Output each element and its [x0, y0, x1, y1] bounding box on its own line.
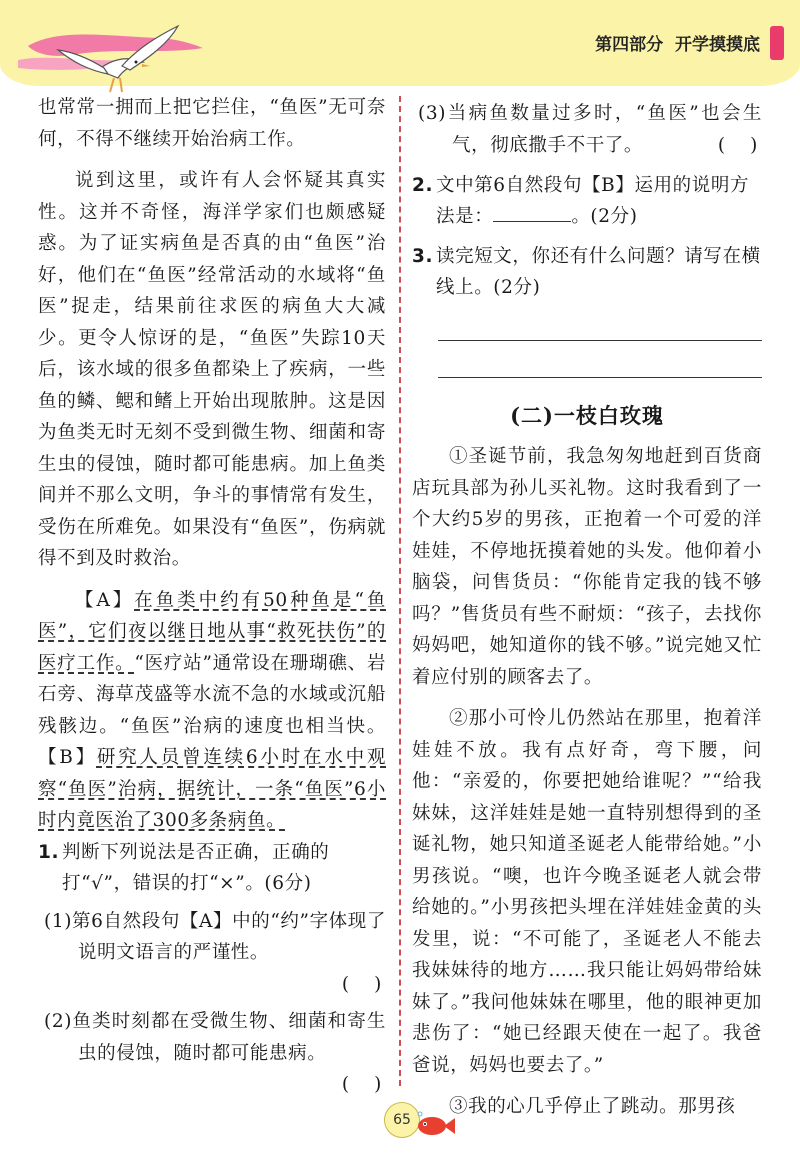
question-2-text-a: 文中第6自然段句【B】运用的说明方法是：: [436, 174, 750, 227]
question-3-text: 读完短文，你还有什么问题？请写在横线上。(2分): [436, 245, 761, 298]
paragraph-3-middle: “医疗站”通常设在珊瑚礁、岩石旁、海草茂盛等水流不急的水域或沉船残骸边。“鱼医”治病的速度也相当快。: [38, 652, 386, 737]
header-title-text: 开学摸摸底: [675, 35, 760, 55]
sentence-b: 研究人员曾连续6小时在水中观察“鱼医”治病，据统计，一条“鱼医”6小时内竟医治了300多条病鱼。: [38, 747, 386, 831]
answer-box-3[interactable]: ( ): [717, 135, 758, 156]
story-paragraph-1: ①圣诞节前，我急匆匆地赶到百货商店玩具部为孙儿买礼物。这时我看到了一个大约5岁的男孩，正抱着一个可爱的洋娃娃，不停地抚摸着她的头发。他仰着小脑袋，问售货员：“你能肯定我的钱不够吗？”售货员有些不耐烦：“孩子，去找你妈妈吧，她知道你的钱不够。”说完她又忙着应付别的顾客去了。: [412, 446, 762, 688]
question-1: [38, 837, 386, 900]
question-1-item-3: (3)当病鱼数量过多时，“鱼医”也会生气，彻底撒手不干了。: [418, 103, 762, 156]
tag-b: 【B】: [38, 747, 97, 768]
section-title: (二)一枝白玫瑰: [510, 402, 664, 428]
column-divider: [399, 96, 401, 1086]
answer-blank[interactable]: [493, 203, 571, 222]
left-column: [38, 92, 386, 1101]
answer-line-2[interactable]: [438, 341, 762, 378]
question-2-text-b: 。(2分): [571, 206, 638, 227]
answer-line-1[interactable]: [438, 304, 762, 341]
header-title: [595, 30, 760, 55]
sentence-a: 在鱼类中约有50种鱼是“鱼医”，它们夜以继日地从事“救死扶伤”的医疗工作。: [38, 589, 386, 674]
right-column: [412, 92, 762, 1123]
question-3: [412, 241, 762, 304]
question-1-text: 判断下列说法是否正确，正确的打“√”，错误的打“×”。(6分): [62, 841, 330, 894]
story-paragraph-3: ③我的心几乎停止了跳动。那男孩: [449, 1096, 736, 1117]
question-1-number: 1.: [38, 841, 60, 863]
seagull-brush-icon: [18, 18, 208, 98]
fish-icon: [412, 1110, 456, 1140]
question-3-number: 3.: [412, 245, 434, 267]
left-paragraph-2: 说到这里，或许有人会怀疑其真实性。这并不奇怪，海洋学家们也颇感疑惑。为了证实病鱼是否真的由“鱼医”治好，他们在“鱼医”经常活动的水域将“鱼医”捉走，结果前往求医的病鱼大大减少。更令人惊讶的是，“鱼医”失踪10天后，该水域的很多鱼都染上了疾病，一些鱼的鳞、鳃和鳍上开始出现脓肿。这是因为鱼类无时无刻不受到微生物、细菌和寄生虫的侵蚀，随时都可能患病。加上鱼类间并不那么文明，争斗的事情常有发生，受伤在所难免。如果没有“鱼医”，伤病就得不到及时救治。: [38, 170, 386, 569]
story-paragraph-2: ②那小可怜儿仍然站在那里，抱着洋娃娃不放。我有点好奇，弯下腰，问他：“亲爱的，你要把她给谁呢？”“给我妹妹，这洋娃娃是她一直特别想得到的圣诞礼物，她只知道圣诞老人能带给她。”小男孩说。“噢，也许今晚圣诞老人就会带给她的。”小男孩把头埋在洋娃娃金黄的头发里，说：“不可能了，圣诞老人不能去我妹妹待的地方……我只能让妈妈带给妹妹了。”我问他妹妹在哪里，他的眼神更加悲伤了：“她已经跟天使在一起了。我爸爸说，妈妈也要去了。”: [412, 708, 762, 1076]
question-1-item-2: (2)鱼类时刻都在受微生物、细菌和寄生虫的侵蚀，随时都可能患病。: [44, 1011, 386, 1064]
question-2-number: 2.: [412, 174, 434, 196]
left-paragraph-3: [38, 585, 386, 837]
page-number: 65: [384, 1102, 420, 1138]
tag-a: 【A】: [75, 589, 135, 611]
question-1-item-1: (1)第6自然段句【A】中的“约”字体现了说明文语言的严谨性。: [44, 910, 386, 963]
answer-box-2[interactable]: ( ): [341, 1074, 382, 1095]
question-2-text: [436, 170, 762, 233]
left-paragraph-1: 也常常一拥而上把它拦住，“鱼医”无可奈何，不得不继续开始治病工作。: [38, 97, 386, 150]
question-2: [412, 170, 762, 233]
header-section: 第四部分: [595, 35, 664, 55]
header-tab-marker: [770, 26, 784, 60]
answer-box-1[interactable]: ( ): [341, 973, 382, 995]
